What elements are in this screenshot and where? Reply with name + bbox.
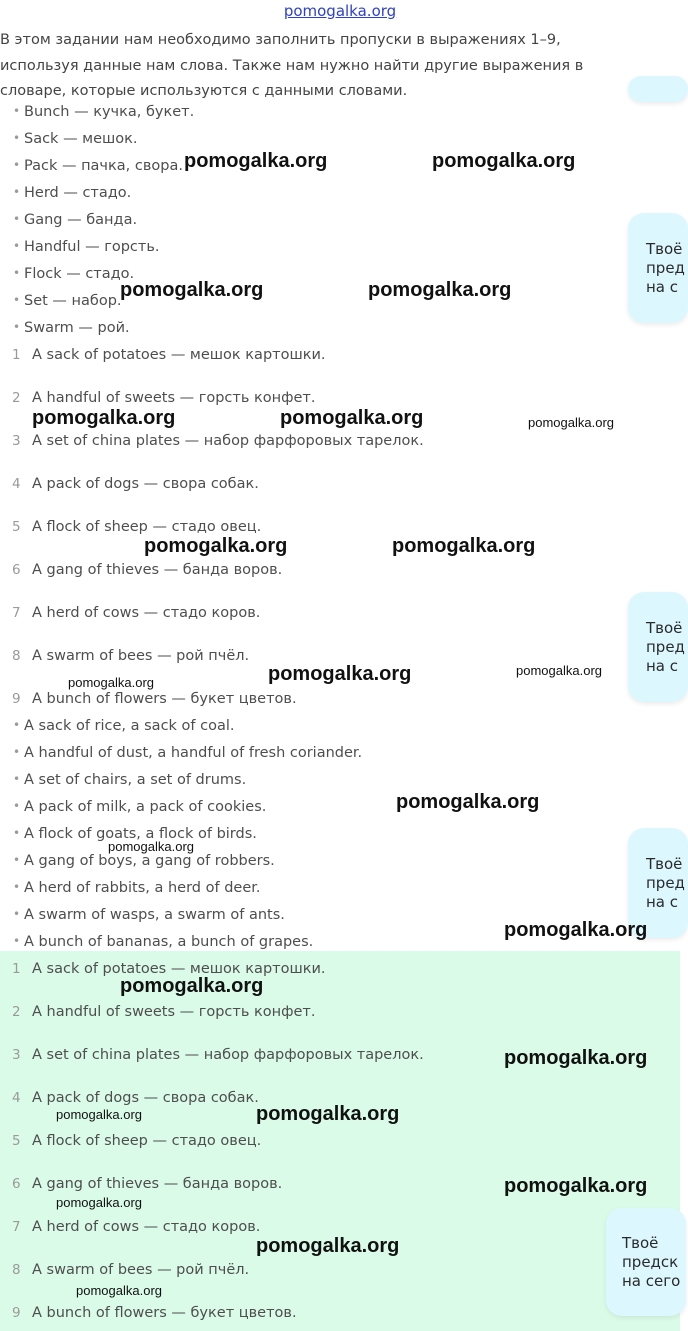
- watermark-text: pomogalka.org: [120, 279, 264, 301]
- list-item-text: Handful — горсть.: [24, 239, 160, 255]
- bubble-line: Твоё: [646, 855, 683, 873]
- item-number: 7: [12, 1219, 21, 1235]
- bullet-icon: •: [13, 104, 21, 118]
- bullet-icon: •: [13, 131, 21, 145]
- item-number: 6: [12, 562, 21, 578]
- watermark-text: pomogalka.org: [68, 675, 154, 690]
- watermark-text: pomogalka.org: [184, 150, 328, 172]
- watermark-text: pomogalka.org: [504, 1175, 648, 1197]
- bullet-icon: •: [13, 826, 21, 840]
- list-item-text: Set — набор.: [24, 293, 122, 309]
- bubble-line: пред: [646, 874, 685, 892]
- bullet-icon: •: [13, 212, 21, 226]
- list-item-text: A set of chairs, a set of drums.: [24, 772, 247, 788]
- item-text: A sack of potatoes — мешок картошки.: [32, 961, 326, 977]
- bubble-line: пред: [646, 638, 685, 656]
- bullet-icon: •: [13, 880, 21, 894]
- item-text: A pack of dogs — свора собак.: [32, 476, 259, 492]
- watermark-text: pomogalka.org: [56, 1107, 142, 1122]
- list-item-text: Herd — стадо.: [24, 185, 132, 201]
- bullet-icon: •: [13, 185, 21, 199]
- bubble-line: пред: [646, 259, 685, 277]
- item-number: 5: [12, 1133, 21, 1149]
- watermark-text: pomogalka.org: [368, 279, 512, 301]
- list-item-text: A flock of goats, a flock of birds.: [24, 826, 257, 842]
- item-number: 3: [12, 433, 21, 449]
- item-number: 7: [12, 605, 21, 621]
- list-item-text: Flock — стадо.: [24, 266, 135, 282]
- chat-bubble[interactable]: [606, 1208, 686, 1316]
- item-number: 4: [12, 476, 21, 492]
- bullet-icon: •: [13, 934, 21, 948]
- item-text: A gang of thieves — банда воров.: [32, 562, 283, 578]
- watermark-text: pomogalka.org: [432, 150, 576, 172]
- bubble-line: на сего: [622, 1272, 681, 1290]
- bullet-icon: •: [13, 266, 21, 280]
- item-number: 8: [12, 1262, 21, 1278]
- bubble-line: предск: [622, 1253, 679, 1271]
- bubble-line: на с: [646, 657, 679, 675]
- watermark-text: pomogalka.org: [56, 1195, 142, 1210]
- watermark-text: pomogalka.org: [268, 663, 412, 685]
- bubble-line: Твоё: [646, 240, 683, 258]
- item-text: A flock of sheep — стадо овец.: [32, 519, 262, 535]
- bullet-icon: •: [13, 158, 21, 172]
- watermark-text: pomogalka.org: [396, 791, 540, 813]
- item-text: A bunch of flowers — букет цветов.: [32, 1305, 297, 1321]
- bullet-icon: •: [13, 772, 21, 786]
- item-number: 2: [12, 1004, 21, 1020]
- item-number: 9: [12, 691, 21, 707]
- list-item-text: Bunch — кучка, букет.: [24, 104, 195, 120]
- list-item-text: Sack — мешок.: [24, 131, 138, 147]
- item-text: A gang of thieves — банда воров.: [32, 1176, 283, 1192]
- bullet-icon: •: [13, 320, 21, 334]
- list-item-text: A swarm of wasps, a swarm of ants.: [24, 907, 285, 923]
- watermark-text: pomogalka.org: [108, 839, 194, 854]
- bullet-icon: •: [13, 718, 21, 732]
- bullet-icon: •: [13, 853, 21, 867]
- item-text: A sack of potatoes — мешок картошки.: [32, 347, 326, 363]
- chat-bubble[interactable]: [628, 213, 688, 323]
- item-text: A pack of dogs — свора собак.: [32, 1090, 259, 1106]
- item-number: 1: [12, 347, 21, 363]
- item-text: A set of china plates — набор фарфоровых тарелок.: [32, 1047, 424, 1063]
- item-number: 6: [12, 1176, 21, 1192]
- list-item-text: A sack of rice, a sack of coal.: [24, 718, 235, 734]
- intro-paragraph: В этом задании нам необходимо заполнить пропуски в выражениях 1–9, используя данные нам слова. Также нам нужно найти другие выражения в словаре, которые используются с данными словами.: [0, 32, 584, 99]
- item-number: 2: [12, 390, 21, 406]
- watermark-text: pomogalka.org: [504, 919, 648, 941]
- list-item-text: Swarm — рой.: [24, 320, 130, 336]
- list-item-text: A handful of dust, a handful of fresh coriander.: [24, 745, 363, 761]
- item-text: A herd of cows — стадо коров.: [32, 605, 261, 621]
- item-text: A set of china plates — набор фарфоровых тарелок.: [32, 433, 424, 449]
- watermark-text: pomogalka.org: [256, 1235, 400, 1257]
- item-text: A herd of cows — стадо коров.: [32, 1219, 261, 1235]
- item-text: A swarm of bees — рой пчёл.: [32, 648, 250, 664]
- item-text: A handful of sweets — горсть конфет.: [32, 390, 316, 406]
- watermark-text: pomogalka.org: [120, 975, 264, 997]
- watermark-text: pomogalka.org: [280, 407, 424, 429]
- bubble-line: на с: [646, 278, 679, 296]
- item-number: 9: [12, 1305, 21, 1321]
- watermark-text: pomogalka.org: [32, 407, 176, 429]
- watermark-text: pomogalka.org: [256, 1103, 400, 1125]
- item-text: A bunch of flowers — букет цветов.: [32, 691, 297, 707]
- watermark-text: pomogalka.org: [76, 1283, 162, 1298]
- bullet-icon: •: [13, 293, 21, 307]
- site-link[interactable]: pomogalka.org: [283, 2, 397, 20]
- watermark-text: pomogalka.org: [144, 535, 288, 557]
- chat-bubble[interactable]: [628, 592, 688, 702]
- item-number: 5: [12, 519, 21, 535]
- item-number: 8: [12, 648, 21, 664]
- bullet-icon: •: [13, 799, 21, 813]
- watermark-text: pomogalka.org: [516, 663, 602, 678]
- watermark-text: pomogalka.org: [392, 535, 536, 557]
- watermark-text: pomogalka.org: [504, 1047, 648, 1069]
- list-item-text: A pack of milk, a pack of cookies.: [24, 799, 267, 815]
- item-text: A flock of sheep — стадо овец.: [32, 1133, 262, 1149]
- bullet-icon: •: [13, 745, 21, 759]
- list-item-text: A herd of rabbits, a herd of deer.: [24, 880, 261, 896]
- list-item-text: Pack — пачка, свора.: [24, 158, 183, 174]
- bubble-line: Твоё: [646, 619, 683, 637]
- list-item-text: A gang of boys, a gang of robbers.: [24, 853, 275, 869]
- item-number: 4: [12, 1090, 21, 1106]
- list-item-text: A bunch of bananas, a bunch of grapes.: [24, 934, 314, 950]
- chat-bubble[interactable]: [628, 76, 688, 102]
- watermark-text: pomogalka.org: [528, 415, 614, 430]
- item-text: A swarm of bees — рой пчёл.: [32, 1262, 250, 1278]
- bubble-line: на с: [646, 893, 679, 911]
- item-number: 3: [12, 1047, 21, 1063]
- bullet-icon: •: [13, 907, 21, 921]
- bullet-icon: •: [13, 239, 21, 253]
- item-text: A handful of sweets — горсть конфет.: [32, 1004, 316, 1020]
- list-item-text: Gang — банда.: [24, 212, 138, 228]
- bubble-line: Твоё: [622, 1234, 659, 1252]
- item-number: 1: [12, 961, 21, 977]
